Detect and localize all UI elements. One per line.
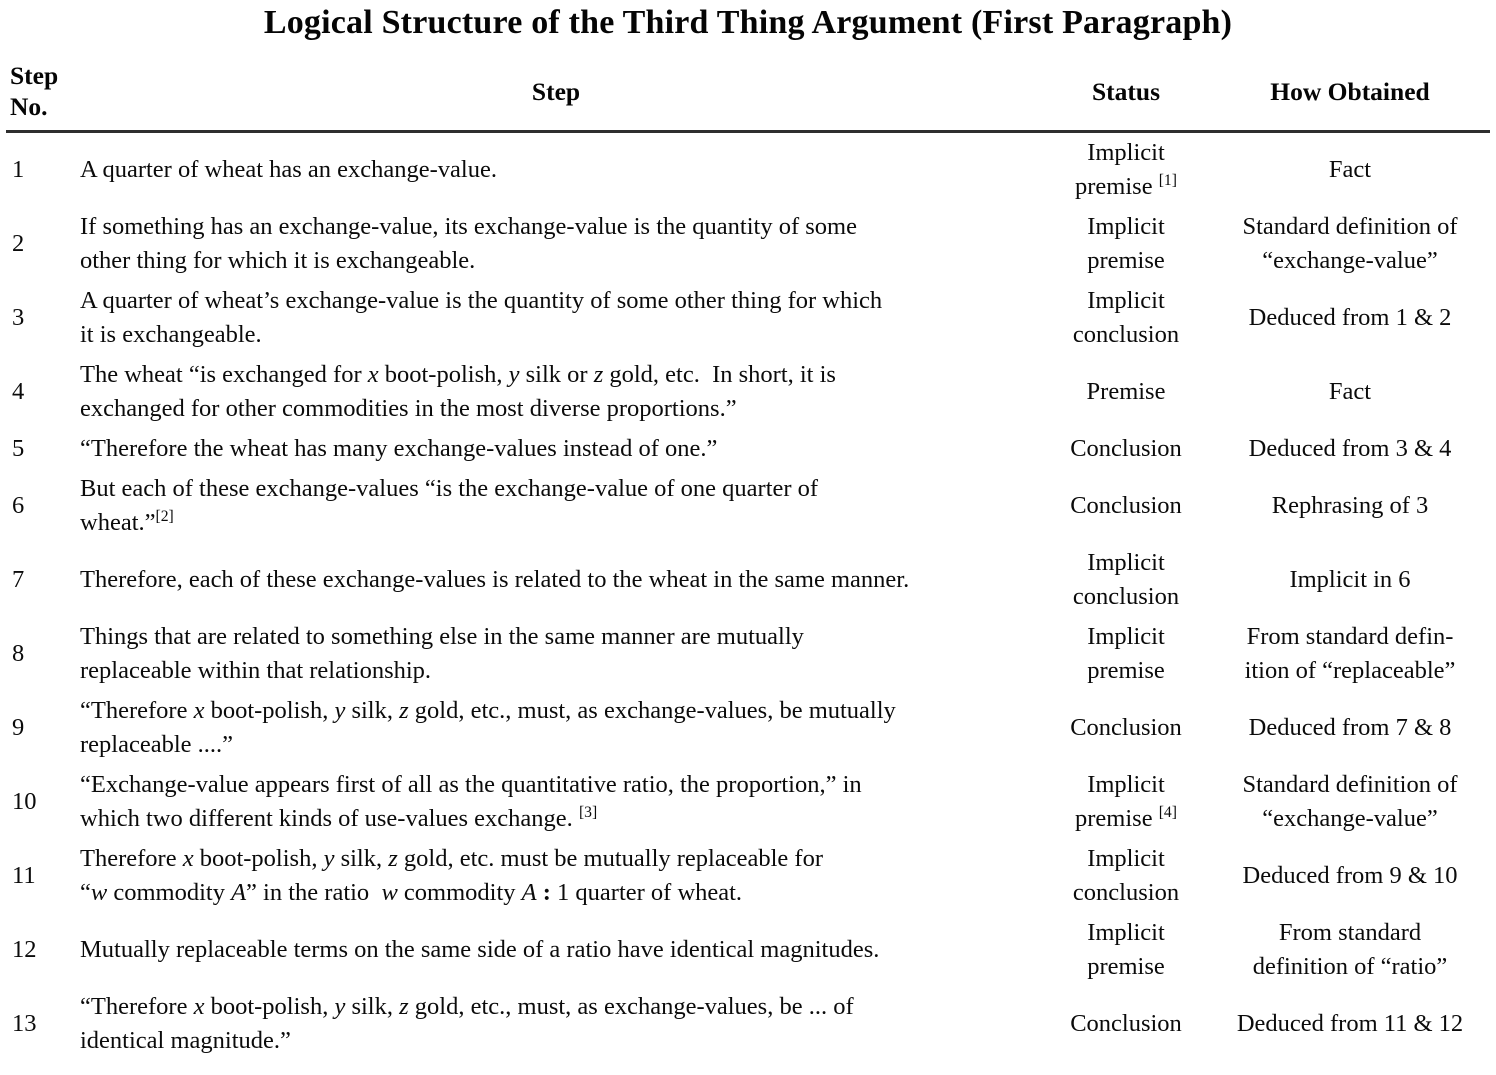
step-cell: But each of these exchange-values “is the exchange-value of one quarter of wheat.”[2] xyxy=(80,475,819,536)
step-cell: A quarter of wheat has an exchange-value. xyxy=(80,156,497,183)
step-no-cell: 2 xyxy=(12,230,25,257)
header-how-obtained: How Obtained xyxy=(1210,56,1490,132)
table-row xyxy=(6,765,1490,839)
how-obtained-cell: From standard definition of “ratio” xyxy=(1252,919,1448,980)
table-row xyxy=(6,429,1490,469)
table-row xyxy=(6,913,1490,987)
step-cell: “Exchange-value appears first of all as the quantitative ratio, the proportion,” in which two different kinds of use-values exchange. [3] xyxy=(80,771,862,832)
step-no-cell: 8 xyxy=(12,640,25,667)
header-row xyxy=(6,56,1490,132)
how-obtained-cell: Implicit in 6 xyxy=(1289,566,1411,593)
table-body xyxy=(6,132,1490,1062)
status-cell: Implicit conclusion xyxy=(1072,845,1180,906)
status-cell: Conclusion xyxy=(1070,435,1182,462)
how-obtained-cell: Deduced from 11 & 12 xyxy=(1236,1010,1464,1037)
table-row xyxy=(6,839,1490,913)
how-obtained-cell: Deduced from 7 & 8 xyxy=(1248,714,1452,741)
status-cell: Implicit conclusion xyxy=(1072,287,1180,348)
table-row xyxy=(6,617,1490,691)
step-cell: Mutually replaceable terms on the same side of a ratio have identical magnitudes. xyxy=(80,936,880,963)
status-cell: Conclusion xyxy=(1070,1010,1182,1037)
step-cell: Things that are related to something else in the same manner are mutually replaceable within that relationship. xyxy=(80,623,804,684)
status-cell: Implicit premise [4] xyxy=(1075,771,1177,832)
status-cell: Conclusion xyxy=(1070,492,1182,519)
header-status: Status xyxy=(1042,56,1210,132)
how-obtained-cell: Deduced from 1 & 2 xyxy=(1248,304,1452,331)
how-obtained-cell: From standard defin- ition of “replaceable” xyxy=(1244,623,1456,684)
step-cell: Therefore, each of these exchange-values is related to the wheat in the same manner. xyxy=(80,566,910,593)
how-obtained-cell: Rephrasing of 3 xyxy=(1271,492,1429,519)
how-obtained-cell: Standard definition of “exchange-value” xyxy=(1242,771,1458,832)
step-no-cell: 12 xyxy=(12,936,37,963)
how-obtained-cell: Fact xyxy=(1328,378,1372,405)
status-cell: Premise xyxy=(1086,378,1166,405)
step-no-cell: 5 xyxy=(12,435,25,462)
how-obtained-cell: Standard definition of “exchange-value” xyxy=(1242,213,1458,274)
table-row xyxy=(6,469,1490,543)
status-cell: Implicit premise [1] xyxy=(1075,139,1177,200)
status-cell: Conclusion xyxy=(1070,714,1182,741)
how-obtained-cell: Deduced from 3 & 4 xyxy=(1248,435,1452,462)
step-no-cell: 13 xyxy=(12,1010,37,1037)
header-step: Step xyxy=(70,56,1042,132)
step-cell: The wheat “is exchanged for x boot-polish, y silk or z gold, etc. In short, it is exchanged for other commodities in the most diverse proportions.” xyxy=(80,361,836,422)
table-row xyxy=(6,987,1490,1061)
table-row xyxy=(6,132,1490,208)
step-no-cell: 7 xyxy=(12,566,25,593)
table-row xyxy=(6,355,1490,429)
status-cell: Implicit premise xyxy=(1087,623,1165,684)
table-row xyxy=(6,281,1490,355)
how-obtained-cell: Deduced from 9 & 10 xyxy=(1242,862,1458,889)
step-no-cell: 6 xyxy=(12,492,25,519)
step-cell: A quarter of wheat’s exchange-value is the quantity of some other thing for which it is exchangeable. xyxy=(80,287,883,348)
page-title: Logical Structure of the Third Thing Argument (First Paragraph) xyxy=(263,4,1233,41)
step-no-cell: 10 xyxy=(12,788,37,815)
status-cell: Implicit conclusion xyxy=(1072,549,1180,610)
step-no-cell: 3 xyxy=(12,304,25,331)
step-cell: “Therefore the wheat has many exchange-values instead of one.” xyxy=(80,435,718,462)
step-no-cell: 9 xyxy=(12,714,25,741)
status-cell: Implicit premise xyxy=(1087,919,1165,980)
argument-table xyxy=(6,56,1490,1061)
status-cell: Implicit premise xyxy=(1087,213,1165,274)
table-row xyxy=(6,691,1490,765)
step-cell: “Therefore x boot-polish, y silk, z gold, etc., must, as exchange-values, be ... of identical magnitude.” xyxy=(80,993,854,1054)
how-obtained-cell: Fact xyxy=(1328,156,1372,183)
header-step-no: Step No. xyxy=(6,56,70,132)
step-no-cell: 1 xyxy=(12,156,25,183)
step-cell: “Therefore x boot-polish, y silk, z gold, etc., must, as exchange-values, be mutually replaceable ....” xyxy=(80,697,896,758)
table-row xyxy=(6,207,1490,281)
step-cell: Therefore x boot-polish, y silk, z gold, etc. must be mutually replaceable for “w commodity A” in the ratio w commodity A : 1 quarter of wheat. xyxy=(80,845,823,906)
step-cell: If something has an exchange-value, its exchange-value is the quantity of some other thing for which it is exchangeable. xyxy=(80,213,857,274)
table-row xyxy=(6,543,1490,617)
step-no-cell: 11 xyxy=(12,862,36,889)
step-no-cell: 4 xyxy=(12,378,25,405)
